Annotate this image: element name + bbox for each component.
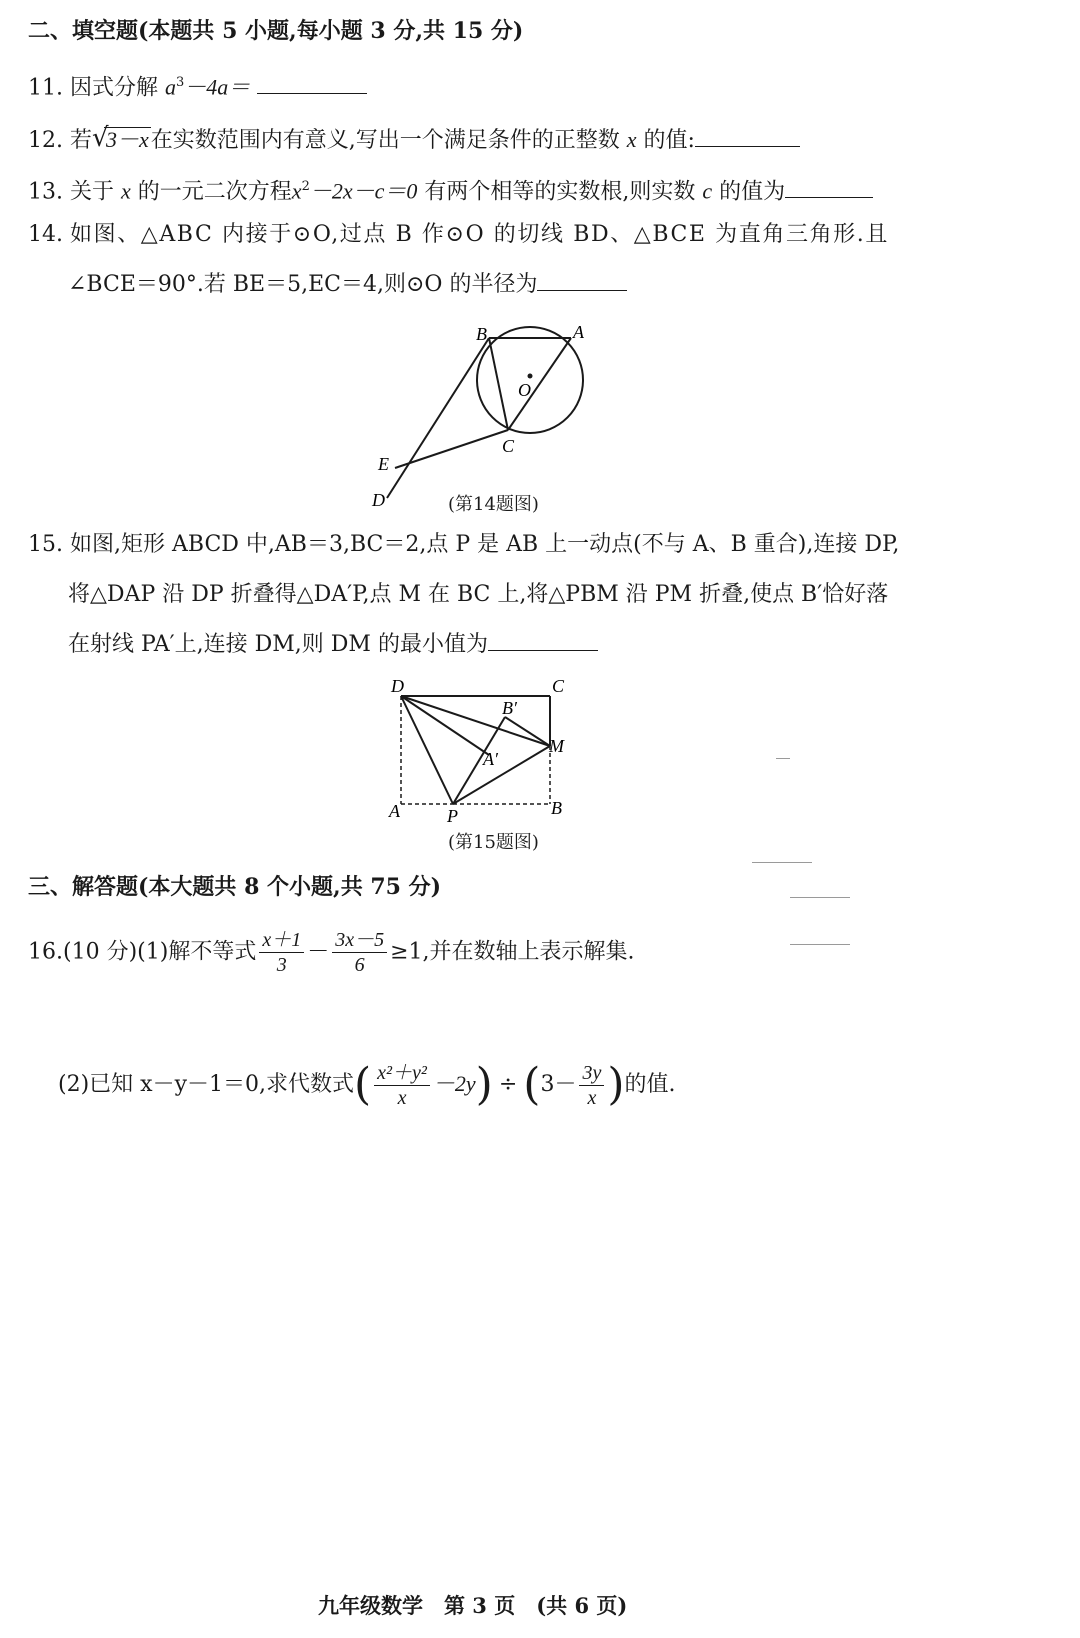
answer-blank-15[interactable] xyxy=(488,628,598,651)
question-number: 15. xyxy=(28,532,63,557)
label-a: A xyxy=(389,801,400,821)
question-number: 11. xyxy=(28,75,63,101)
segment-pm xyxy=(453,746,550,804)
question-number: 12. xyxy=(28,128,63,153)
scan-mark xyxy=(790,897,850,898)
figure-15-caption: (第15题图) xyxy=(448,832,539,853)
answer-blank-12[interactable] xyxy=(695,124,800,147)
square-root: √ 3－x xyxy=(92,123,149,153)
question-13: 13. 关于 x 的一元二次方程$x^2-2x-c=0$ 有两个相等的实数根,则实数 c 的值为 xyxy=(28,172,873,207)
question-number: 16. xyxy=(28,939,63,965)
label-c: C xyxy=(552,676,565,696)
label-d: D xyxy=(391,676,404,696)
label-p: P xyxy=(447,806,458,826)
question-16-part-1: 16.(10 分)(1)解不等式 $\frac{x+1}{3}$ － $\frac{3x-5}{6}$ ≥1,并在数轴上表示解集. xyxy=(28,929,635,976)
segment-dm xyxy=(401,696,550,746)
fraction: $\frac{\text{x²＋y²}}{x}$ xyxy=(374,1061,430,1110)
answer-blank-14[interactable] xyxy=(537,268,627,291)
fraction: $\frac{x+1}{3}$ xyxy=(259,928,304,977)
figure-14 xyxy=(360,318,620,513)
question-15: 15. 如图,矩形 ABCD 中,AB＝3,BC＝2,点 P 是 AB 上一动点(不与 A、B 重合),连接 DP, xyxy=(28,532,900,557)
segment-b-prime-m xyxy=(505,717,550,746)
tangent-bd xyxy=(387,338,489,498)
label-e: E xyxy=(378,454,389,474)
question-15-line-3: 在射线 PA′上,连接 DM,则 DM 的最小值为 xyxy=(68,628,598,660)
answer-blank-11[interactable] xyxy=(257,71,367,94)
question-11: 11. 因式分解 $a^3-4a=$ xyxy=(28,68,367,103)
center-dot xyxy=(528,374,533,379)
figure-14-caption: (第14题图) xyxy=(448,494,539,515)
label-c: C xyxy=(502,436,515,456)
question-15-line-2: 将△DAP 沿 DP 折叠得△DA′P,点 M 在 BC 上,将△PBM 沿 PM 折叠,使点 B′恰好落 xyxy=(68,582,889,607)
question-14: 14. 如图、△ABC 内接于⊙O,过点 B 作⊙O 的切线 BD、△BCE 为直角三角形.且 xyxy=(28,222,889,247)
label-b-prime: B′ xyxy=(502,698,517,718)
label-a: A xyxy=(573,322,584,342)
question-14-line-2: ∠BCE＝90°.若 BE＝5,EC＝4,则⊙O 的半径为 xyxy=(68,268,627,300)
label-d: D xyxy=(372,490,385,510)
section-3-title: 三、解答题(本大题共 8 个小题,共 75 分) xyxy=(28,874,442,900)
figure-15 xyxy=(385,672,585,832)
segment-dp xyxy=(401,696,453,804)
label-o: O xyxy=(518,380,531,400)
question-16-part-2: (2)已知 x－y－1＝0,求代数式( $\frac{\text{x²＋y²}}{x}$ －2y) ÷ (3－ $\frac{3y}{x}$ )的值. xyxy=(58,1059,676,1110)
answer-blank-13[interactable] xyxy=(785,175,873,198)
question-number: 14. xyxy=(28,222,63,247)
scan-mark xyxy=(790,944,850,945)
scan-mark xyxy=(776,758,790,759)
question-number: 13. xyxy=(28,179,63,205)
label-b: B xyxy=(476,324,487,344)
scan-mark xyxy=(752,862,812,863)
label-m: M xyxy=(549,736,564,756)
label-b: B xyxy=(551,798,562,818)
question-12: 12. 若 √ 3－x在实数范围内有意义,写出一个满足条件的正整数 x 的值: xyxy=(28,124,800,156)
fraction: $\frac{3x-5}{6}$ xyxy=(332,928,387,977)
label-a-prime: A′ xyxy=(483,749,498,769)
page-footer: 九年级数学 第 3 页 (共 6 页) xyxy=(318,1593,628,1618)
fraction: $\frac{3y}{x}$ xyxy=(579,1061,604,1110)
segment-ec xyxy=(395,430,508,468)
section-2-title: 二、填空题(本题共 5 小题,每小题 3 分,共 15 分) xyxy=(28,18,524,44)
